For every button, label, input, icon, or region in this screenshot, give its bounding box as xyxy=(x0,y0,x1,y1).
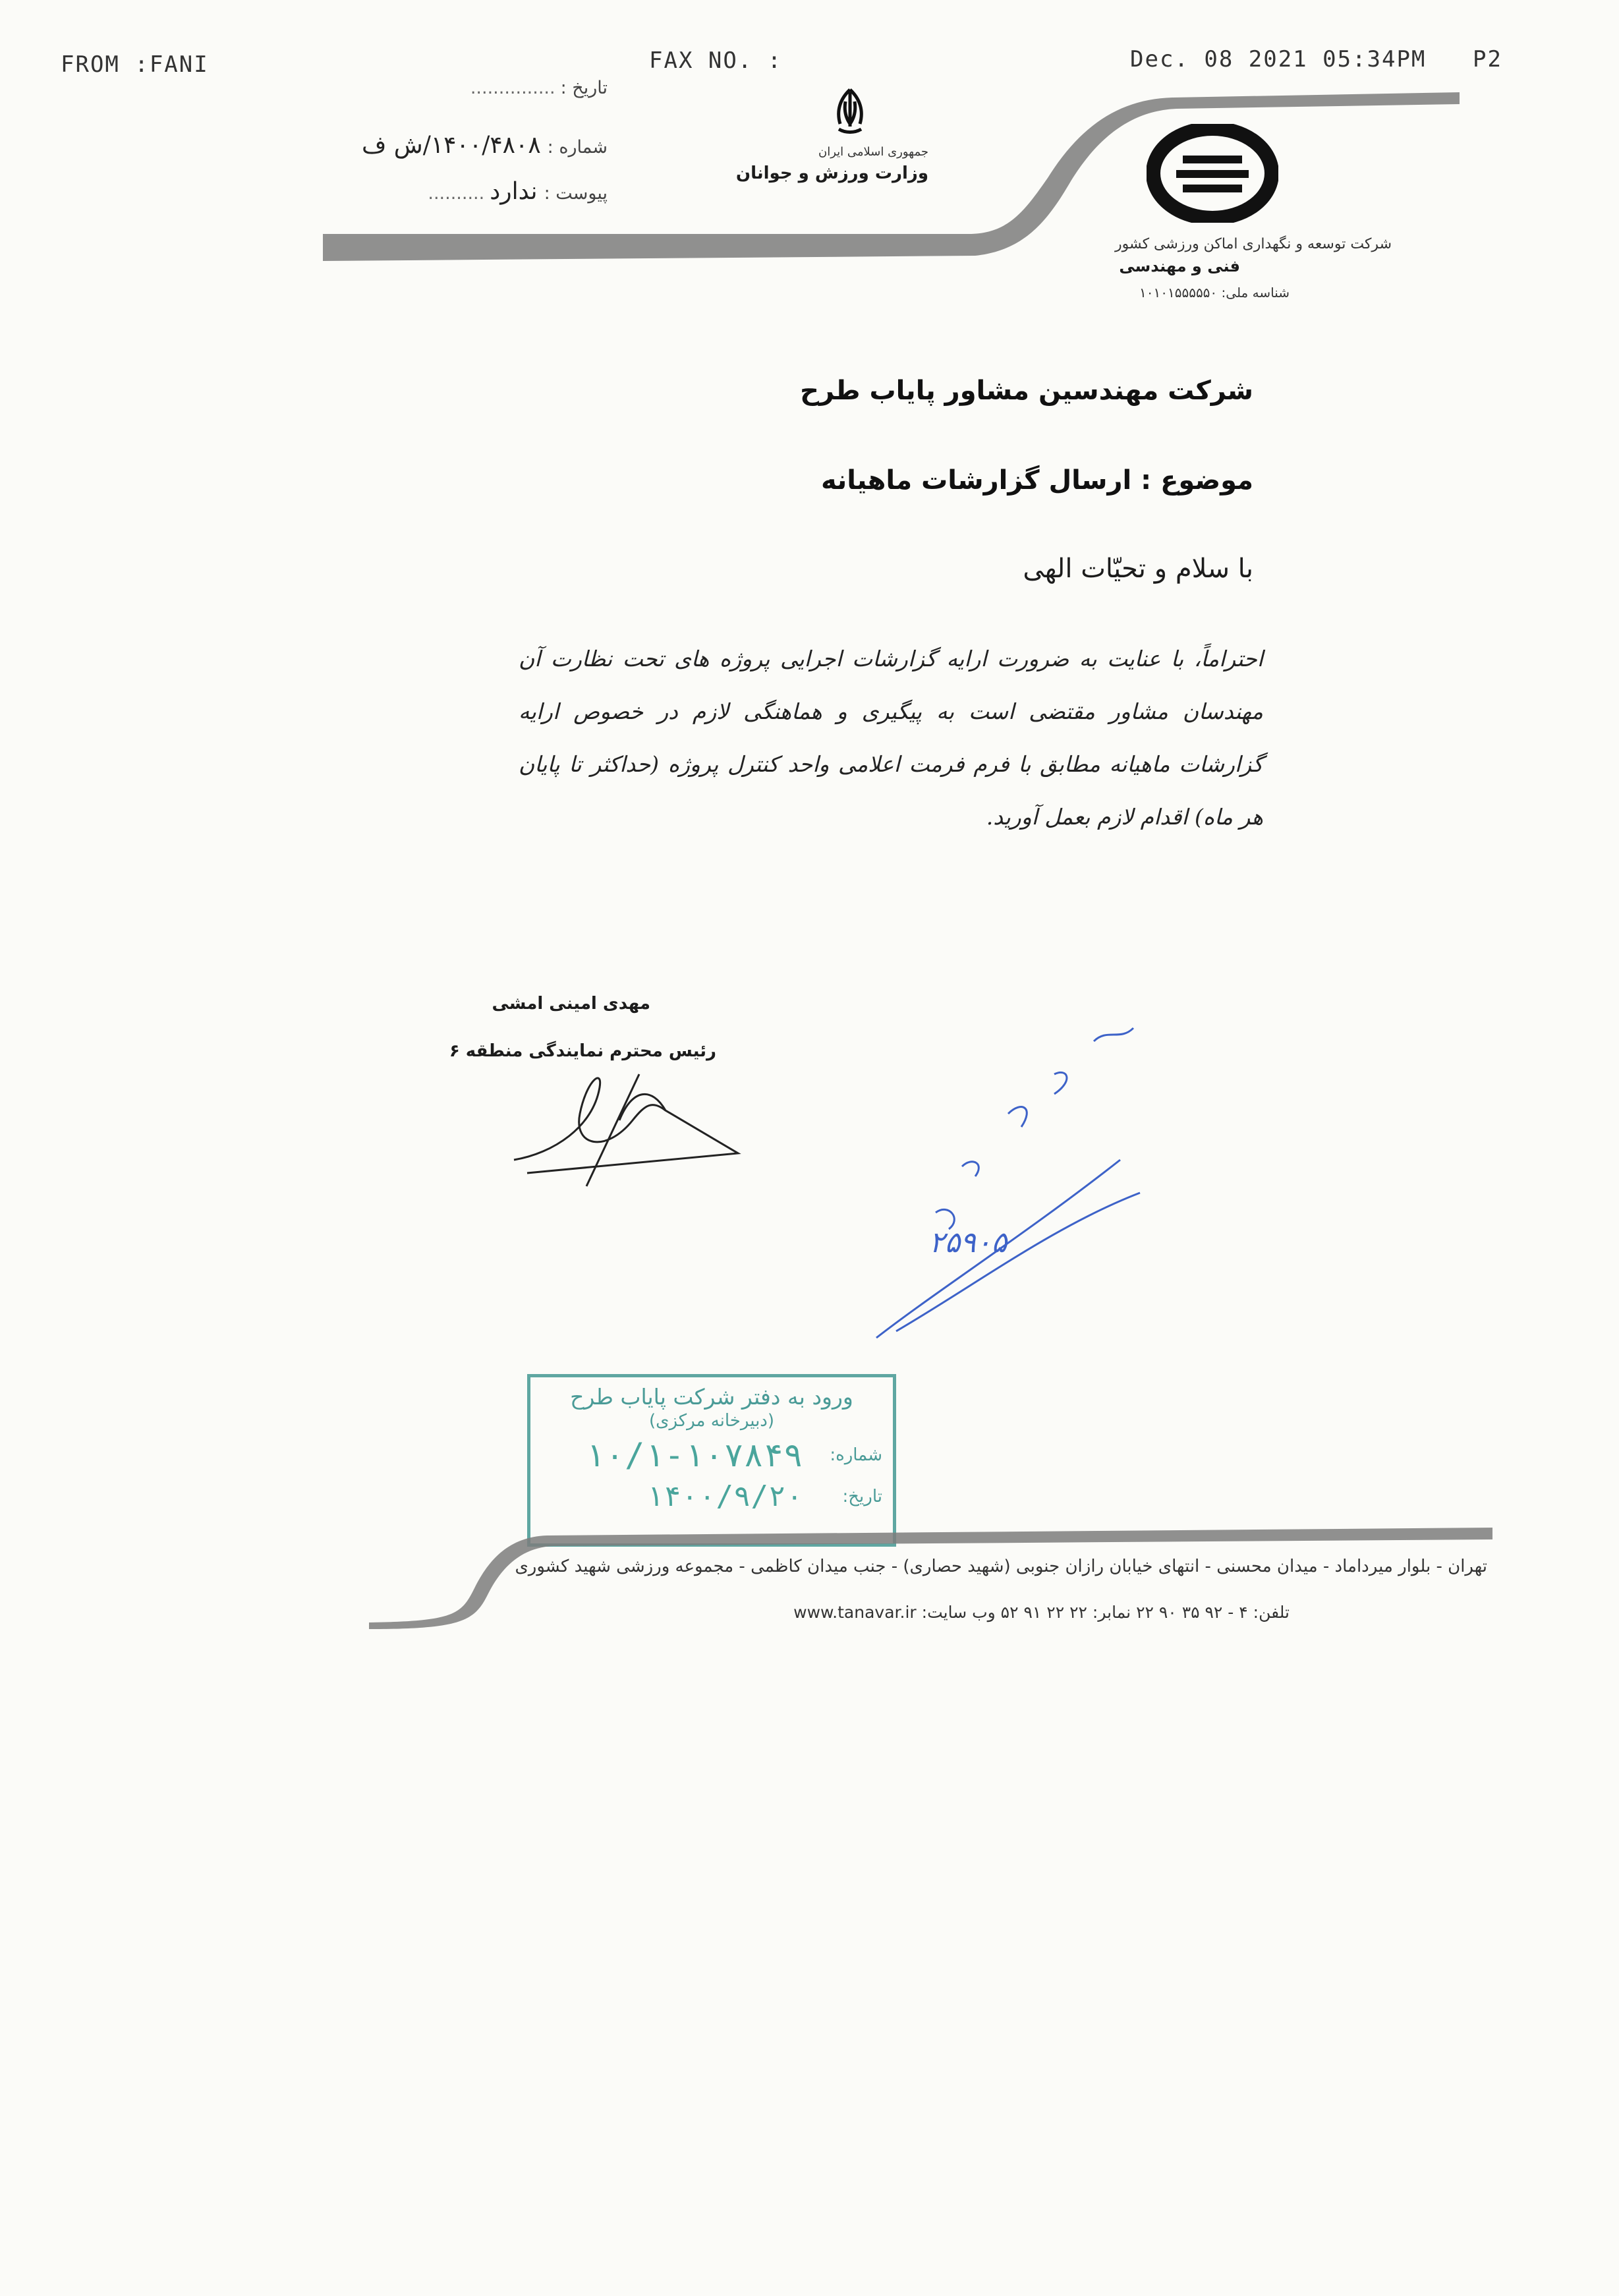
signature-scribble xyxy=(501,1048,751,1199)
company-line1: شرکت توسعه و نگهداری اماکن ورزشی کشور xyxy=(1114,236,1392,252)
subject: موضوع : ارسال گزارشات ماهیانه xyxy=(821,465,1253,496)
iran-emblem-icon xyxy=(827,86,873,138)
attachment-dots: .......... xyxy=(428,183,485,204)
signatory-title: رئیس محترم نمایندگی منطقه ۶ xyxy=(449,1041,716,1061)
attachment-label: پیوست : xyxy=(544,183,608,204)
footer-phone: تلفن: ۴ - ۹۲ ۳۵ ۹۰ ۲۲ نمابر: ۲۲ ۲۲ ۹۱ ۵۲ وب سایت: www.tanavar.ir xyxy=(793,1603,1290,1622)
signatory-name: مهدی امینی امشی xyxy=(492,994,650,1014)
fax-page: P2 xyxy=(1473,46,1502,72)
stamp-date-value: ۱۴۰۰/۹/۲۰ xyxy=(646,1479,803,1513)
stamp-date-label: تاریخ: xyxy=(842,1486,882,1507)
date-label: تاریخ : xyxy=(560,78,608,98)
ministry-line2: وزارت ورزش و جوانان xyxy=(735,163,928,183)
attachment-value: ندارد xyxy=(490,178,538,205)
handwritten-number: ۲۵۹۰۵ xyxy=(929,1226,1008,1259)
company-id: شناسه ملی: ۱۰۱۰۱۵۵۵۵۵۰ xyxy=(1139,285,1290,301)
letterhead-band xyxy=(0,0,1619,303)
stamp-subtitle: (دبیرخانه مرکزی) xyxy=(648,1411,775,1431)
footer-address: تهران - بلوار میرداماد - میدان محسنی - انتهای خیابان رازان جنوبی (شهید حصاری) - جنب میدان کاظمی - مجموعه ورزشی شهید کشوری xyxy=(515,1557,1487,1576)
stamp-number-row xyxy=(541,1436,882,1474)
number-field xyxy=(362,132,608,159)
date-dots: ............... xyxy=(470,78,555,98)
fax-from: FROM :FANI xyxy=(61,51,209,78)
number-label: شماره : xyxy=(547,137,608,158)
number-value: ۱۴۰۰/۴۸۰۸/ش ف xyxy=(362,132,541,159)
stamp-number-value: ۱۰/۱-۱۰۷۸۴۹ xyxy=(584,1436,803,1474)
fax-number-label: FAX NO. : xyxy=(649,47,783,74)
letter-body: احتراماً، با عنایت به ضرورت ارایه گزارشات اجرایی پروژه های تحت نظارت آن مهندسان مشاور مقتضی است به پیگیری و هماهنگی لازم در خصوص ارایه گزارشات ماهیانه مطابق با فرم فرمت اعلامی واحد کنترل پروژه (حداکثر تا پایان هر ماه) اقدام لازم بعمل آورید. xyxy=(519,646,1263,830)
greeting: با سلام و تحیّات الهی xyxy=(1023,554,1253,584)
stamp-date-row xyxy=(541,1479,882,1513)
attachment-field xyxy=(428,178,608,205)
stamp-number-label: شماره: xyxy=(830,1445,882,1465)
company-line2: فنی و مهندسی xyxy=(1119,257,1240,275)
ministry-line1: جمهوری اسلامی ایران xyxy=(818,145,928,159)
fax-timestamp: Dec. 08 2021 05:34PM xyxy=(1130,46,1427,72)
company-logo-icon xyxy=(1147,124,1278,223)
handwritten-annotation xyxy=(857,1002,1226,1371)
recipient: شرکت مهندسین مشاور پایاب طرح xyxy=(800,376,1253,406)
date-field xyxy=(470,78,608,98)
stamp-title: ورود به دفتر شرکت پایاب طرح xyxy=(570,1384,853,1410)
